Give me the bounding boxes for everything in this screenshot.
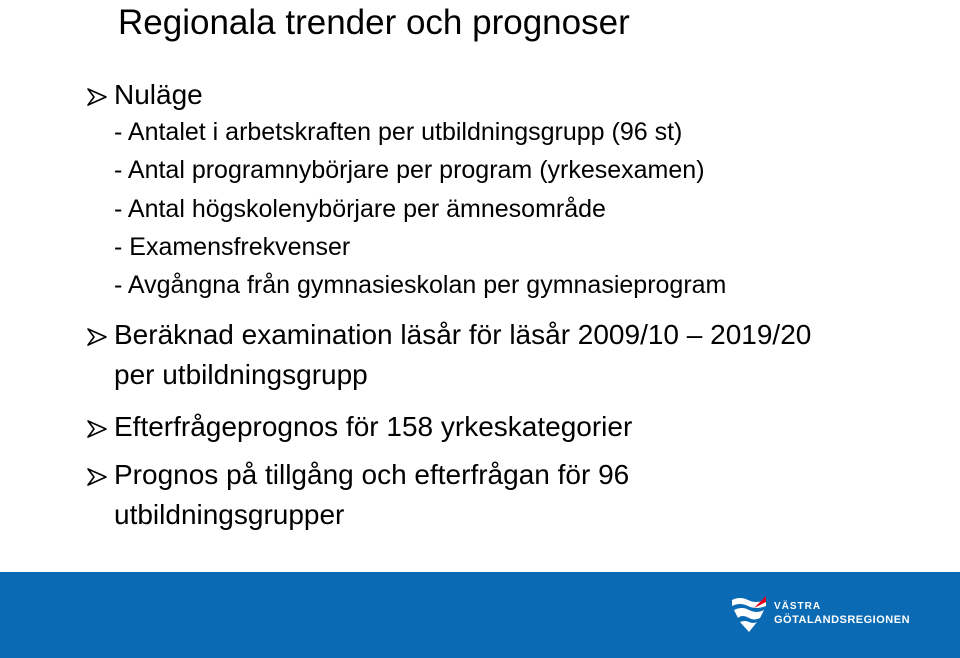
bullet-efterfrageprognos: Efterfrågeprognos för 158 yrkeskategorier [114,411,633,442]
arrow-bullet-icon [86,466,108,488]
sub-item: - Antal högskolenybörjare per ämnesområde [114,195,606,223]
sub-item: - Examensfrekvenser [114,233,351,261]
logo-text-line1: VÄSTRA [774,601,822,612]
footer-bar [0,572,960,658]
logo-text-line2: GÖTALANDSREGIONEN [774,614,911,626]
bullet-berakand-examination: Beräknad examination läsår för läsår 2009/10 – 2019/20 [114,319,812,350]
vgr-logo-icon [730,594,768,634]
arrow-bullet-icon [86,326,108,348]
vgr-logo [730,594,952,638]
sub-item: - Avgångna från gymnasieskolan per gymnasieprogram [114,271,727,299]
bullet-berakand-examination-cont: per utbildningsgrupp [114,359,368,390]
sub-item: - Antalet i arbetskraften per utbildningsgrupp (96 st) [114,118,683,146]
sub-item: - Antal programnybörjare per program (yrkesexamen) [114,156,705,184]
bullet-prognos-tillgang: Prognos på tillgång och efterfrågan för 96 [114,459,630,490]
bullet-prognos-tillgang-cont: utbildningsgrupper [114,499,345,530]
bullet-nulage: Nuläge [114,79,203,110]
arrow-bullet-icon [86,418,108,440]
arrow-bullet-icon [86,86,108,108]
slide-title: Regionala trender och prognoser [118,3,630,42]
